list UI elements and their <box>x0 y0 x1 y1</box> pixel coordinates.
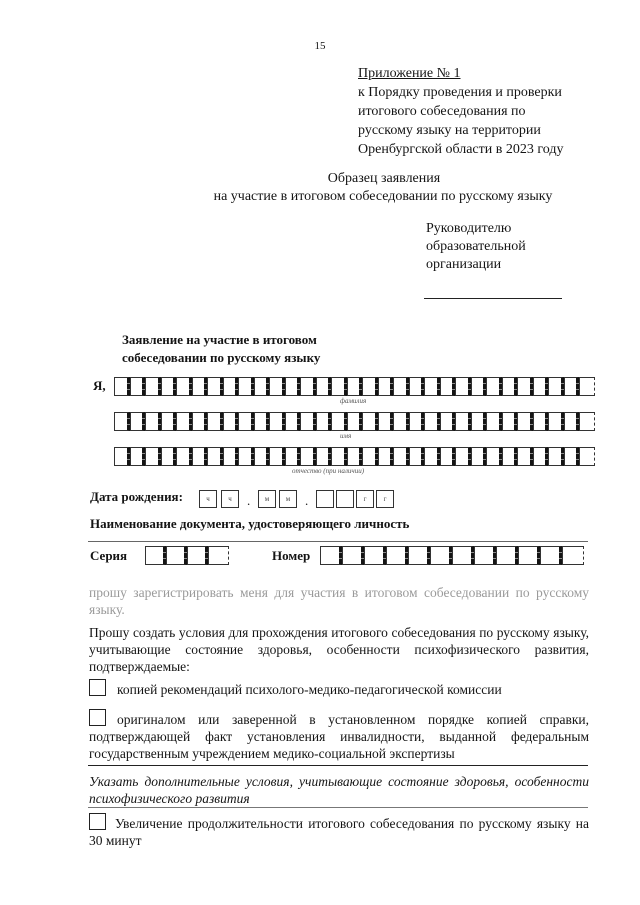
name-cells[interactable] <box>114 412 595 431</box>
page-number: 15 <box>314 40 326 52</box>
signature-line[interactable] <box>424 298 562 299</box>
appendix-line: Оренбургской области в 2023 году <box>358 142 564 157</box>
number-label: Номер <box>272 548 311 563</box>
series-cells[interactable] <box>145 546 229 565</box>
register-text: прошу зарегистрировать меня для участия в итоговом собеседовании по русскому языку. <box>89 585 589 617</box>
note-rule <box>88 807 588 808</box>
addressee-line: организации <box>426 257 502 272</box>
surname-cells[interactable] <box>114 377 595 396</box>
patronymic-cells[interactable] <box>114 447 595 466</box>
year-cell[interactable]: г <box>356 490 374 508</box>
day-cell[interactable]: ч <box>221 490 239 508</box>
document-heading-rule <box>88 541 588 542</box>
sample-title-line2: на участие в итоговом собеседовании по русскому языку <box>213 189 553 204</box>
appendix-line: к Порядку проведения и проверки <box>358 85 562 100</box>
option-disability: оригиналом или заверенной в установленном порядке копией справки, подтверждающей факт установления инвалидности, выданной федеральным государственным учреждением медико-социальной экспертизы <box>89 712 589 761</box>
year-cell[interactable] <box>336 490 354 508</box>
form-title <box>122 331 320 367</box>
birth-date-label: Дата рождения: <box>90 489 183 504</box>
series-label: Серия <box>90 548 128 563</box>
name-prefix: Я, <box>93 378 106 393</box>
sample-title-line1: Образец заявления <box>327 171 441 186</box>
checkbox-pmpk[interactable] <box>89 679 106 696</box>
date-separator: . <box>247 493 251 508</box>
section-divider <box>88 765 588 766</box>
number-cells[interactable] <box>320 546 584 565</box>
month-cell[interactable]: м <box>258 490 276 508</box>
month-cell[interactable]: м <box>279 490 297 508</box>
day-cell[interactable]: ч <box>199 490 217 508</box>
year-cell[interactable] <box>316 490 334 508</box>
additional-note: Указать дополнительные условия, учитывающие состояние здоровья, особенности психофизического развития <box>89 774 589 806</box>
birth-year-cells[interactable] <box>316 490 394 508</box>
form-title-line: Заявление на участие в итоговом <box>122 332 317 347</box>
surname-label: фамилия <box>340 397 367 405</box>
document-heading: Наименование документа, удостоверяющего личность <box>90 516 410 531</box>
appendix-line: итогового собеседования по <box>358 104 526 119</box>
birth-month-cells[interactable] <box>258 490 297 508</box>
addressee <box>426 220 526 274</box>
patronymic-label: отчество (при наличии) <box>292 467 365 475</box>
appendix-line: русскому языку на территории <box>358 123 541 138</box>
year-cell[interactable]: г <box>376 490 394 508</box>
addressee-line: Руководителю <box>426 221 512 236</box>
name-label: имя <box>340 432 352 440</box>
appendix-header <box>358 64 563 159</box>
conditions-text: Прошу создать условия для прохождения итогового собеседования по русскому языку, учитывающие состояние здоровья, особенности психофизического развития, подтверждаемые: <box>89 625 589 674</box>
appendix-title: Приложение № 1 <box>358 66 461 81</box>
form-title-line: собеседовании по русскому языку <box>122 350 321 365</box>
date-separator: . <box>305 493 309 508</box>
option-pmpk: копией рекомендаций психолого-медико-педагогической комиссии <box>117 682 502 697</box>
addressee-line: образовательной <box>426 239 526 254</box>
option-extended-time: Увеличение продолжительности итогового собеседования по русскому языку на 30 минут <box>89 816 589 848</box>
birth-day-cells[interactable] <box>199 490 239 508</box>
